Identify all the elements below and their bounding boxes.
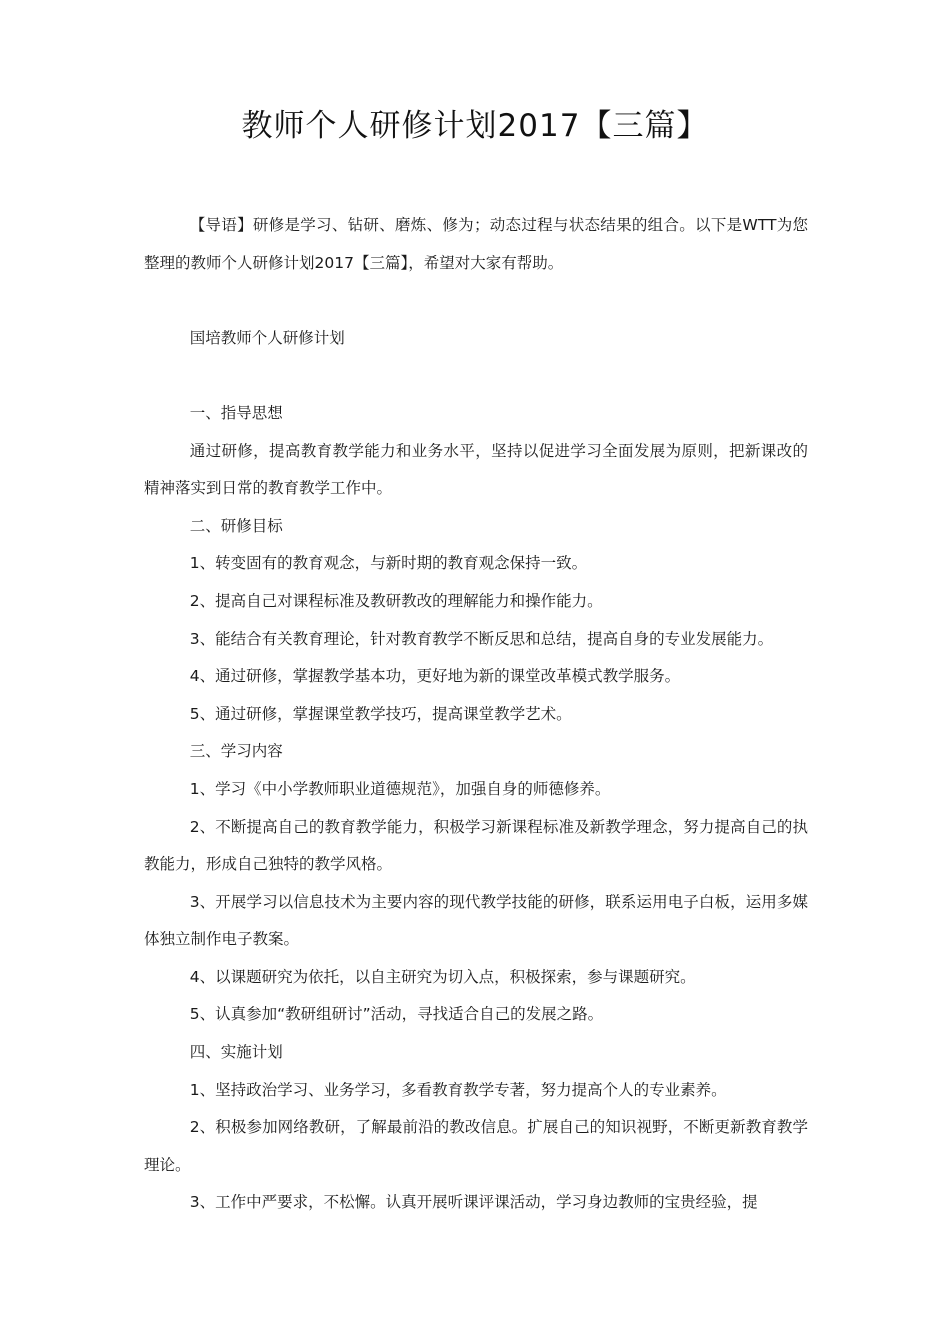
intro-paragraph: 【导语】研修是学习、钻研、磨炼、修为；动态过程与状态结果的组合。以下是WTT为您整理的教师个人研修计划2017【三篇】，希望对大家有帮助。 xyxy=(144,216,808,272)
list-item: 4、通过研修，掌握教学基本功，更好地为新的课堂改革模式教学服务。 xyxy=(189,667,681,686)
blank-line xyxy=(144,357,808,395)
list-item: 1、学习《中小学教师职业道德规范》，加强自身的师德修养。 xyxy=(189,779,611,798)
document-title: 教师个人研修计划2017【三篇】 xyxy=(241,108,709,144)
blank-line xyxy=(144,282,808,320)
section-heading: 三、学习内容 xyxy=(189,742,283,761)
list-item: 5、通过研修，掌握课堂教学技巧，提高课堂教学艺术。 xyxy=(189,704,572,723)
document-body xyxy=(144,207,808,1222)
section-heading: 一、指导思想 xyxy=(189,403,283,422)
list-item: 3、工作中严要求，不松懈。认真开展听课评课活动，学习身边教师的宝贵经验，提 xyxy=(189,1193,758,1212)
list-item: 2、不断提高自己的教育教学能力，积极学习新课程标准及新教学理念，努力提高自己的执教能力，形成自己独特的教学风格。 xyxy=(144,817,808,874)
list-item: 2、积极参加网络教研，了解最前沿的教改信息。扩展自己的知识视野，不断更新教育教学理论。 xyxy=(144,1118,808,1174)
list-item: 3、能结合有关教育理论，针对教育教学不断反思和总结，提高自身的专业发展能力。 xyxy=(189,629,774,648)
list-item: 4、以课题研究为依托，以自主研究为切入点，积极探索，参与课题研究。 xyxy=(189,967,696,986)
section-heading: 二、研修目标 xyxy=(189,516,283,535)
section-heading: 国培教师个人研修计划 xyxy=(189,328,345,347)
section-heading: 四、实施计划 xyxy=(189,1043,283,1062)
list-item: 1、坚持政治学习、业务学习，多看教育教学专著，努力提高个人的专业素养。 xyxy=(189,1080,727,1099)
list-item: 3、开展学习以信息技术为主要内容的现代教学技能的研修，联系运用电子白板，运用多媒体独立制作电子教案。 xyxy=(144,892,808,949)
list-item: 5、认真参加“教研组研讨”活动，寻找适合自己的发展之路。 xyxy=(189,1005,604,1024)
list-item: 1、转变固有的教育观念，与新时期的教育观念保持一致。 xyxy=(189,554,588,573)
body-paragraph: 通过研修，提高教育教学能力和业务水平，坚持以促进学习全面发展为原则，把新课改的精神落实到日常的教育教学工作中。 xyxy=(144,441,808,498)
list-item: 2、提高自己对课程标准及教研教改的理解能力和操作能力。 xyxy=(189,591,603,610)
